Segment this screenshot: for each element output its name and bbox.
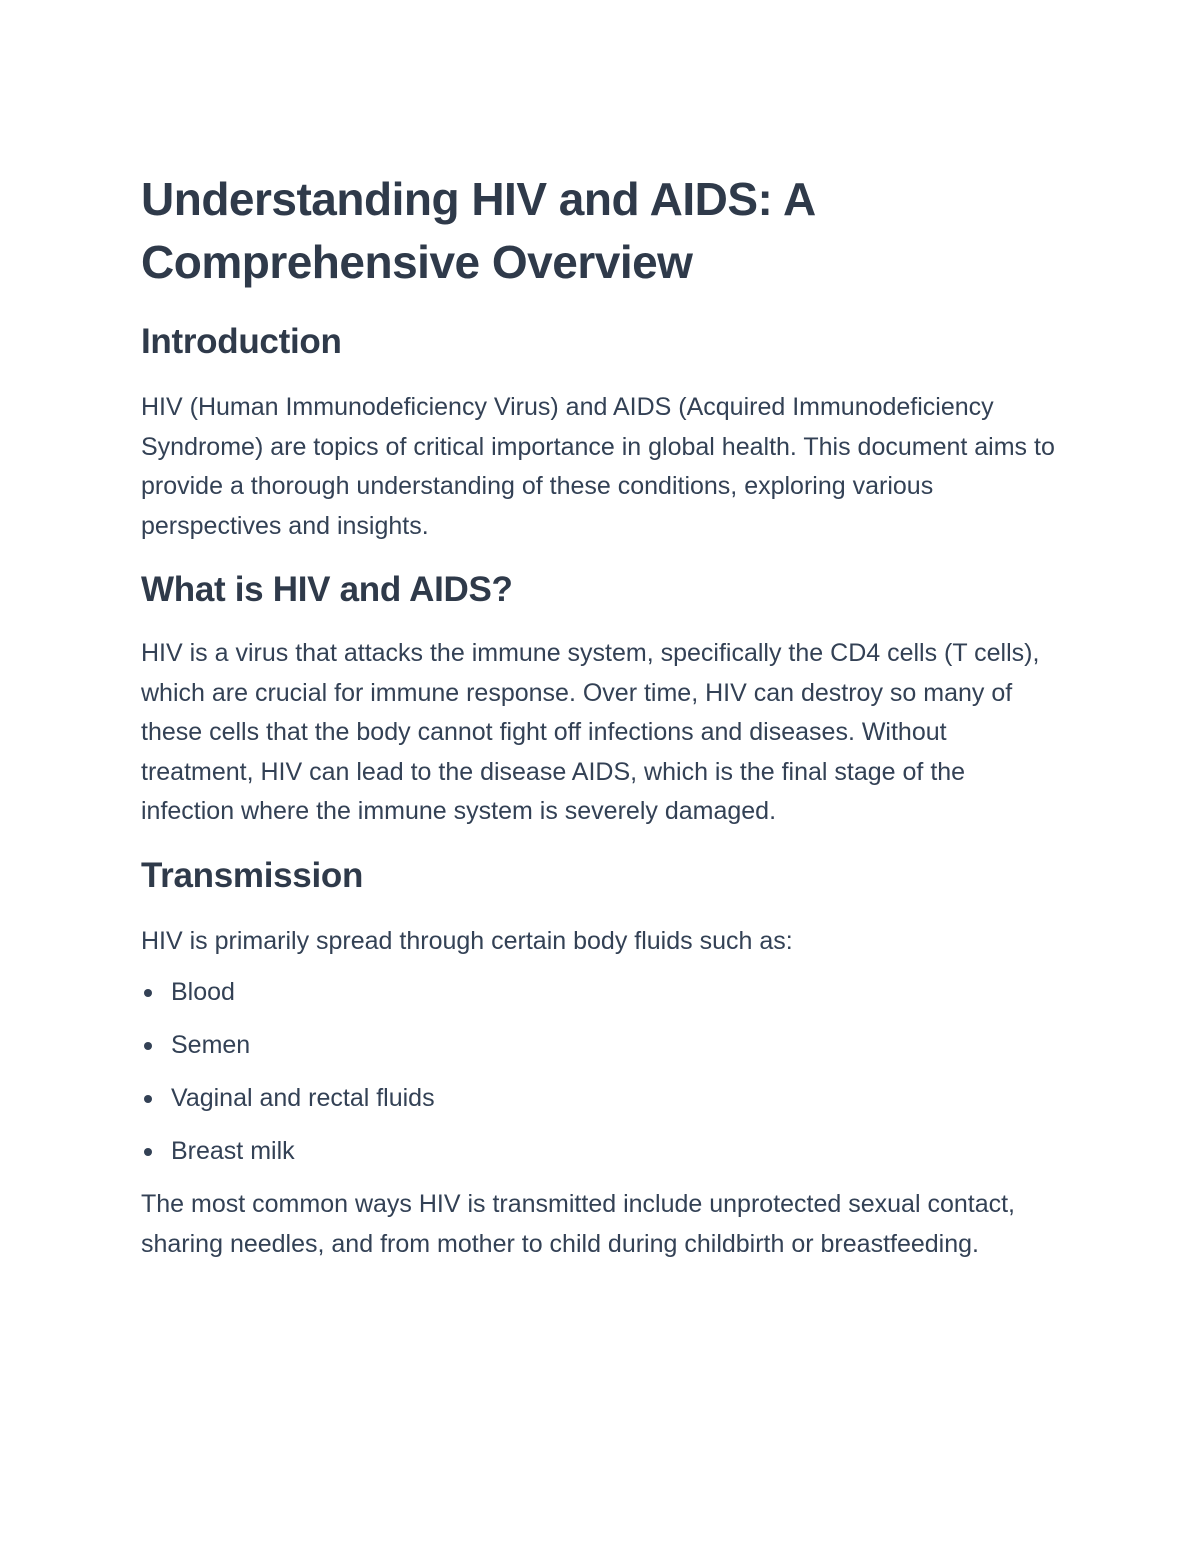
list-item-label: Breast milk [171, 1137, 295, 1165]
list-item [141, 1026, 1061, 1079]
what-is-paragraph: HIV is a virus that attacks the immune system, specifically the CD4 cells (T cells), which are crucial for immune response. Over time, HIV can destroy so many of these cells that the body cannot fight off infections and diseases. Without treatment, HIV can lead to the disease AIDS, which is the final stage of the infection where the immune system is severely damaged. [141, 639, 1040, 825]
transmission-heading: Transmission [141, 855, 364, 895]
list-item-label: Blood [171, 978, 235, 1006]
bullet-icon [144, 1148, 152, 1156]
bullet-icon [144, 1095, 152, 1103]
bullet-icon [144, 1042, 152, 1050]
transmission-outro: The most common ways HIV is transmitted include unprotected sexual contact, sharing needles, and from mother to child during childbirth or breastfeeding. [141, 1190, 1015, 1258]
what-is-heading: What is HIV and AIDS? [141, 570, 513, 609]
bullet-icon [144, 989, 152, 997]
list-item-label: Semen [171, 1031, 251, 1059]
list-item [141, 1079, 1061, 1132]
document-page [141, 168, 1061, 1264]
list-item [141, 973, 1061, 1026]
list-item-label: Vaginal and rectal fluids [171, 1084, 435, 1112]
document-title: Understanding HIV and AIDS: A Comprehensive Overview [141, 173, 814, 288]
introduction-paragraph: HIV (Human Immunodeficiency Virus) and AIDS (Acquired Immunodeficiency Syndrome) are topics of critical importance in global health. This document aims to provide a thorough understanding of these conditions, exploring various perspectives and insights. [141, 393, 1055, 540]
body-fluids-list [141, 973, 1061, 1185]
introduction-heading: Introduction [141, 322, 342, 361]
list-item [141, 1132, 1061, 1185]
transmission-intro: HIV is primarily spread through certain body fluids such as: [141, 926, 793, 955]
